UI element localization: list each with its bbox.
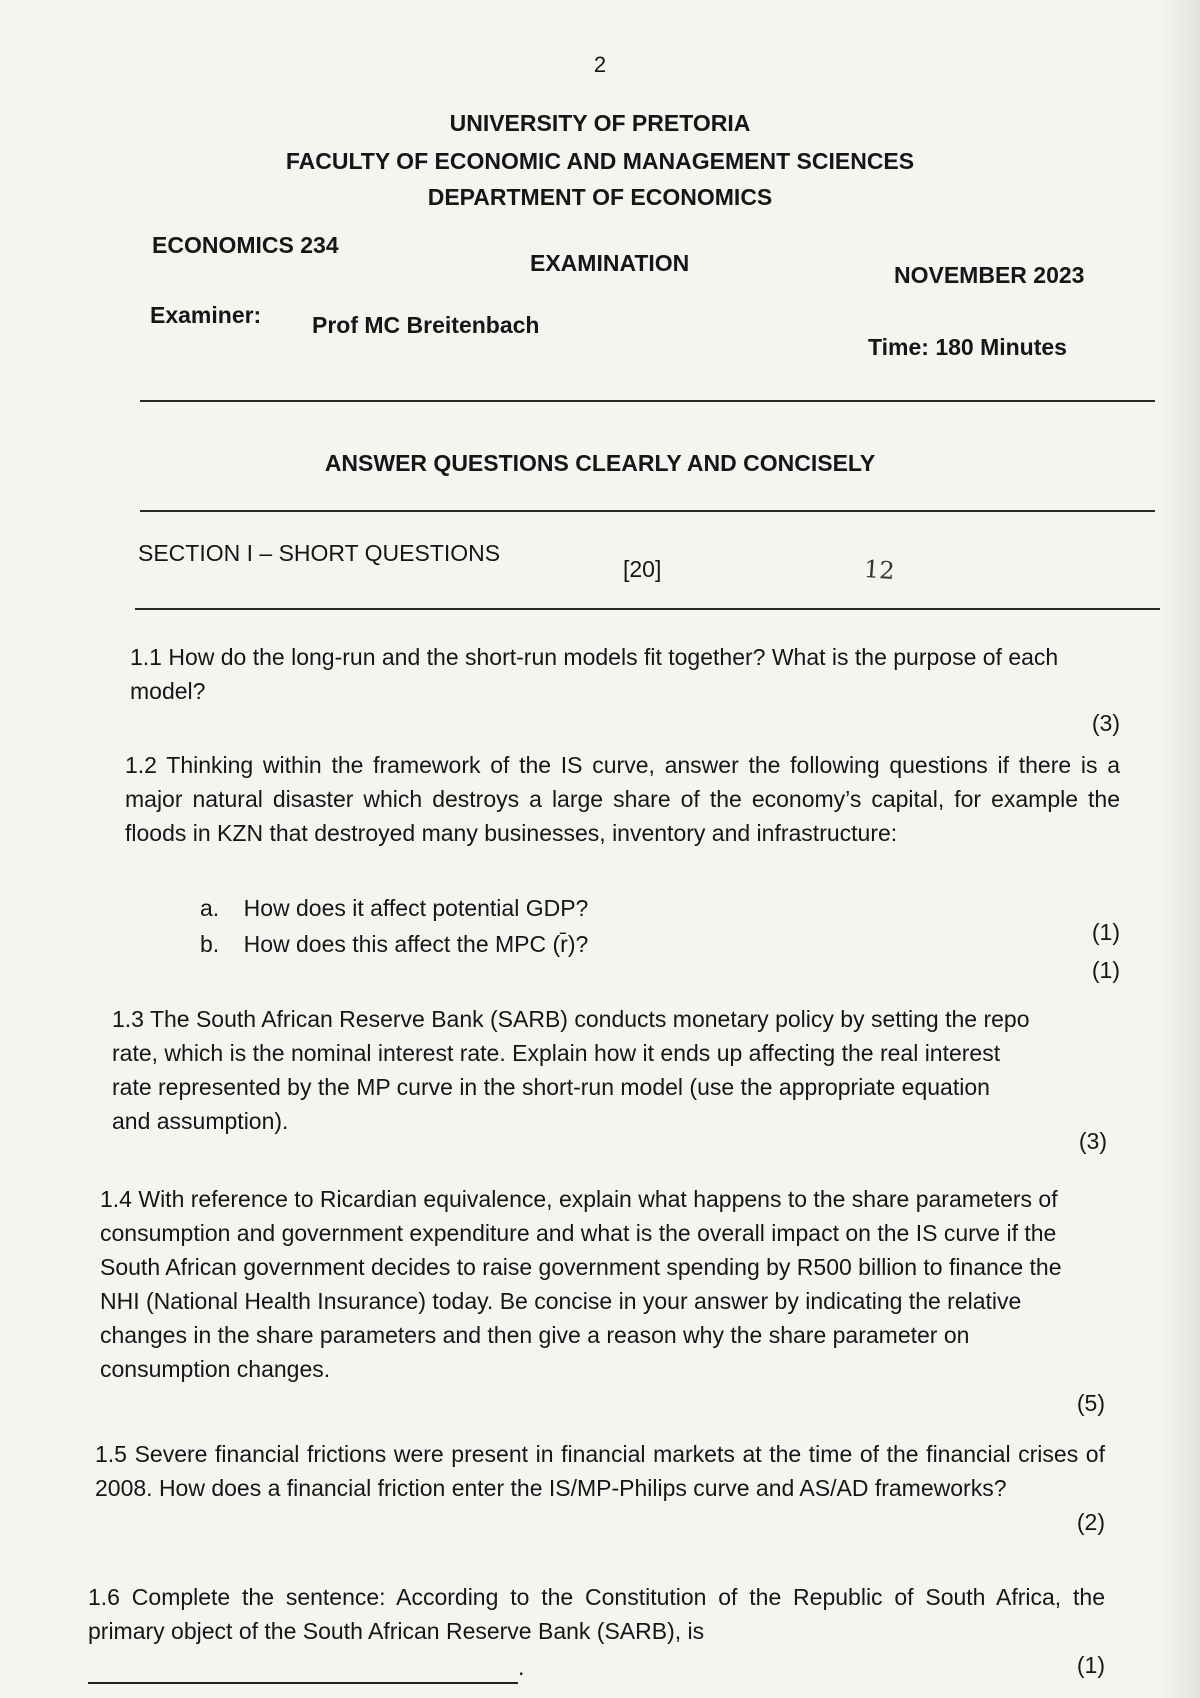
- question-1-2-b-text: How does this affect the MPC (r̄)?: [243, 931, 589, 957]
- question-1-4-text: 1.4 With reference to Ricardian equivalence, explain what happens to the share parameters of consumption and government expenditure and what is the overall impact on the IS curve if the South African government decides to raise government spending by R500 billion to finance the NHI (National Health Insurance) today. Be concise in your answer by indicating the relative changes in the share parameters and then give a reason why the share parameter on consumption changes.: [100, 1186, 1062, 1382]
- question-1-3-text: 1.3 The South African Reserve Bank (SARB) conducts monetary policy by setting the repo rate, which is the nominal interest rate. Explain how it ends up affecting the real interest rate represented by the MP curve in the short-run model (use the appropriate equation and assumption).: [112, 1006, 1030, 1134]
- question-1-5: [95, 1437, 1105, 1535]
- question-1-4: [100, 1182, 1105, 1416]
- question-1-2-b-marks: (1): [1091, 957, 1120, 983]
- question-1-4-marks: (5): [1076, 1390, 1105, 1416]
- page-number: [0, 52, 1200, 78]
- divider-instruction: [140, 510, 1155, 512]
- faculty-title: FACULTY OF ECONOMIC AND MANAGEMENT SCIENCES: [285, 148, 915, 174]
- question-1-5-marks: (2): [1076, 1509, 1105, 1535]
- question-1-1-marks: (3): [1091, 710, 1120, 736]
- question-1-3-marks: (3): [1078, 1128, 1107, 1154]
- question-1-2-b-label: b.: [200, 931, 220, 957]
- question-1-6-marks: (1): [1076, 1652, 1105, 1678]
- instruction-heading: ANSWER QUESTIONS CLEARLY AND CONCISELY: [324, 450, 876, 476]
- question-1-6: 1.6 Complete the sentence: According to the Constitution of the Republic of South Africa, the primary object of the South African Reserve Bank (SARB), is . (1): [88, 1580, 1105, 1684]
- exam-type: EXAMINATION: [530, 250, 690, 276]
- question-1-2-a-text: How does it affect potential GDP?: [243, 895, 589, 921]
- examiner-name: Prof MC Breitenbach: [312, 312, 540, 338]
- answer-blank-line: [88, 1660, 518, 1684]
- university-title: UNIVERSITY OF PRETORIA: [449, 110, 751, 136]
- divider-section: [135, 608, 1160, 610]
- question-1-1-text: 1.1 How do the long-run and the short-run models fit together? What is the purpose of each model?: [130, 644, 1059, 704]
- page-edge-shadow: [1160, 0, 1200, 1698]
- section-total: [20]: [623, 556, 662, 582]
- handwritten-score: 12: [863, 554, 896, 586]
- divider-top: [140, 400, 1155, 402]
- question-1-2-text: 1.2 Thinking within the framework of the IS curve, answer the following questions if there is a major natural disaster which destroys a large share of the economy’s capital, for example the floods in KZN that destroyed many businesses, inventory and infrastructure:: [125, 752, 1120, 846]
- question-1-2-a-marks: (1): [1091, 919, 1120, 945]
- question-1-6-text: 1.6 Complete the sentence: According to the Constitution of the Republic of South Africa, the primary object of the South African Reserve Bank (SARB), is: [88, 1584, 1105, 1644]
- section-title: SECTION I – SHORT QUESTIONS: [138, 540, 501, 566]
- question-1-1: [130, 640, 1120, 740]
- question-1-3: [112, 1002, 1107, 1162]
- course-code: ECONOMICS 234: [152, 232, 339, 258]
- department-title: DEPARTMENT OF ECONOMICS: [427, 184, 773, 210]
- page-number-text: 2: [593, 52, 607, 77]
- examiner-label: Examiner:: [150, 302, 262, 328]
- question-1-2-b: [200, 928, 1120, 983]
- exam-time: Time: 180 Minutes: [868, 334, 1067, 360]
- question-1-2: [125, 748, 1120, 850]
- question-1-5-text: 1.5 Severe financial frictions were present in financial markets at the time of the financial crises of 2008. How does a financial friction enter the IS/MP-Philips curve and AS/AD frameworks?: [95, 1441, 1105, 1501]
- exam-date: NOVEMBER 2023: [894, 262, 1085, 288]
- question-1-2-a-label: a.: [200, 895, 220, 921]
